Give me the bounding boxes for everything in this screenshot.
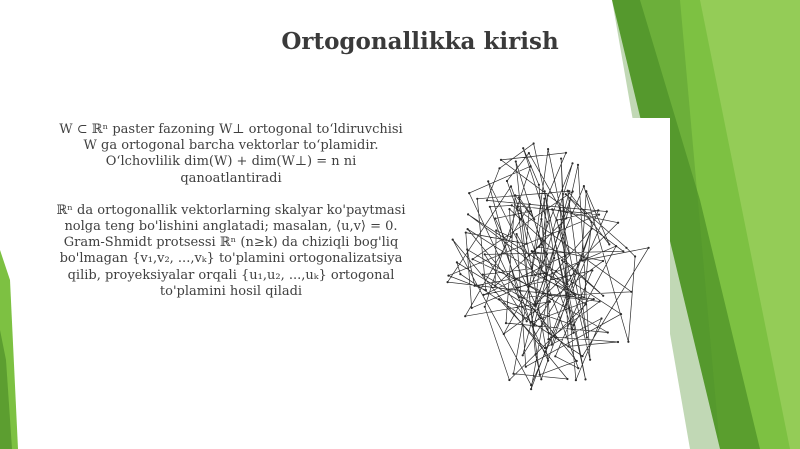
network-node	[518, 196, 520, 198]
network-node	[589, 359, 591, 361]
network-node	[585, 190, 587, 192]
network-node	[583, 296, 585, 298]
network-node	[522, 147, 524, 149]
network-node	[585, 303, 587, 305]
network-node	[586, 336, 588, 338]
network-node	[498, 167, 500, 169]
network-node	[456, 261, 458, 263]
network-node	[482, 274, 484, 276]
network-node	[474, 285, 476, 287]
network-node	[560, 158, 562, 160]
network-node	[547, 360, 549, 362]
network-node	[526, 320, 528, 322]
network-node	[528, 152, 530, 154]
network-node	[547, 148, 549, 150]
network-node	[634, 255, 636, 257]
network-node	[539, 374, 541, 376]
network-node	[529, 203, 531, 205]
network-node	[495, 229, 497, 231]
network-node	[533, 218, 535, 220]
network-node	[541, 243, 543, 245]
network-node	[567, 283, 569, 285]
network-node	[548, 332, 550, 334]
network-node	[516, 233, 518, 235]
network-node	[510, 185, 512, 187]
network-node	[508, 208, 510, 210]
network-node	[514, 194, 516, 196]
network-node	[602, 260, 604, 262]
network-node	[561, 259, 563, 261]
paragraph-orthogonal-complement: W ⊂ ℝⁿ paster fazoning W⊥ ortogonal to‘ldiruvchisi W ga ortogonal barcha vektorlar to‘plamidir. O‘lchovlilik dim(W) + dim(W⊥) = n ni qanoatlantiradi	[59, 122, 403, 186]
network-node	[531, 250, 533, 252]
network-node	[549, 294, 551, 296]
network-node	[555, 270, 557, 272]
network-node	[583, 185, 585, 187]
network-node	[534, 309, 536, 311]
network-node	[566, 378, 568, 380]
network-node	[483, 294, 485, 296]
network-node	[506, 180, 508, 182]
network-node	[531, 268, 533, 270]
network-node	[538, 184, 540, 186]
network-node	[539, 273, 541, 275]
network-node	[538, 246, 540, 248]
network-node	[571, 162, 573, 164]
network-node	[597, 209, 599, 211]
network-node	[559, 207, 561, 209]
network-node	[549, 301, 551, 303]
network-node	[572, 332, 574, 334]
network-node	[544, 190, 546, 192]
network-node	[602, 295, 604, 297]
network-node	[581, 355, 583, 357]
network-node	[530, 388, 532, 390]
network-node	[577, 367, 579, 369]
network-node	[487, 180, 489, 182]
network-node	[590, 228, 592, 230]
network-node	[600, 317, 602, 319]
network-node	[540, 378, 542, 380]
network-node	[498, 298, 500, 300]
network-node	[567, 345, 569, 347]
network-node	[489, 206, 491, 208]
network-node	[464, 315, 466, 317]
network-node	[625, 247, 627, 249]
network-node	[486, 199, 488, 201]
network-node	[500, 159, 502, 161]
network-node	[547, 338, 549, 340]
network-node	[516, 205, 518, 207]
network-node	[525, 366, 527, 368]
network-node	[607, 331, 609, 333]
network-node	[530, 322, 532, 324]
network-node	[591, 269, 593, 271]
network-node	[535, 304, 537, 306]
network-node	[573, 324, 575, 326]
network-node	[530, 165, 532, 167]
network-node	[554, 355, 556, 357]
network-node	[581, 260, 583, 262]
network-node	[620, 313, 622, 315]
network-node	[519, 218, 521, 220]
network-node	[574, 294, 576, 296]
network-node	[447, 275, 449, 277]
network-node	[551, 208, 553, 210]
network-node	[546, 253, 548, 255]
network-path	[448, 144, 649, 390]
network-node	[606, 210, 608, 212]
network-node	[494, 217, 496, 219]
network-node	[565, 217, 567, 219]
network-node	[468, 192, 470, 194]
network-node	[476, 198, 478, 200]
network-node	[593, 298, 595, 300]
network-node	[484, 306, 486, 308]
network-node	[568, 253, 570, 255]
network-node	[530, 210, 532, 212]
network-node	[575, 379, 577, 381]
network-node	[447, 281, 449, 283]
network-node	[522, 354, 524, 356]
network-node	[530, 384, 532, 386]
network-node	[485, 289, 487, 291]
network-node	[518, 296, 520, 298]
network-node	[505, 322, 507, 324]
network-node	[617, 222, 619, 224]
network-node	[467, 228, 469, 230]
network-node	[599, 300, 601, 302]
slide-title: Ortogonallikka kirish	[281, 28, 559, 55]
network-node	[547, 195, 549, 197]
network-node	[648, 247, 650, 249]
network-node	[555, 336, 557, 338]
network-node	[615, 245, 617, 247]
network-node	[511, 204, 513, 206]
line-network-figure	[424, 118, 670, 408]
network-node	[553, 257, 555, 259]
network-node	[467, 213, 469, 215]
network-node	[528, 255, 530, 257]
network-node	[525, 243, 527, 245]
network-node	[590, 221, 592, 223]
network-node	[544, 347, 546, 349]
network-node	[471, 307, 473, 309]
network-node	[572, 190, 574, 192]
network-node	[627, 341, 629, 343]
network-node	[472, 258, 474, 260]
network-node	[503, 333, 505, 335]
network-node	[630, 291, 632, 293]
network-node	[510, 236, 512, 238]
network-node	[466, 248, 468, 250]
network-node	[584, 378, 586, 380]
network-node	[622, 250, 624, 252]
network-node	[534, 274, 536, 276]
network-node	[452, 239, 454, 241]
network-node	[543, 198, 545, 200]
network-node	[508, 379, 510, 381]
random-line-network-image	[424, 118, 670, 408]
slide-body	[55, 122, 407, 300]
network-node	[515, 160, 517, 162]
network-node	[484, 253, 486, 255]
network-node	[551, 344, 553, 346]
network-node	[565, 152, 567, 154]
network-node	[533, 142, 535, 144]
network-node	[465, 232, 467, 234]
network-node	[459, 273, 461, 275]
network-node	[534, 353, 536, 355]
network-node	[576, 360, 578, 362]
paragraph-gram-schmidt: ℝⁿ da ortogonallik vektorlarning skalyar ko'paytmasi nolga teng bo'lishini anglatadi; masalan, ⟨u,v⟩ = 0. Gram-Shmidt protsessi ℝⁿ (n≥k) da chiziqli bog'liq bo'lmagan {v₁,v₂, ...,vₖ} to'plamini ortogonalizatsiya qilib, proyeksiyalar orqali {u₁,u₂, ...,uₖ} ortogonal to'plamini hosil qiladi	[56, 202, 406, 299]
network-node	[540, 218, 542, 220]
network-node	[567, 190, 569, 192]
network-node	[494, 285, 496, 287]
network-node	[608, 243, 610, 245]
network-node	[512, 373, 514, 375]
network-node	[577, 164, 579, 166]
network-node	[565, 193, 567, 195]
network-node	[617, 341, 619, 343]
network-node	[556, 219, 558, 221]
network-node	[533, 324, 535, 326]
network-node	[543, 272, 545, 274]
network-node	[546, 221, 548, 223]
network-node	[598, 214, 600, 216]
